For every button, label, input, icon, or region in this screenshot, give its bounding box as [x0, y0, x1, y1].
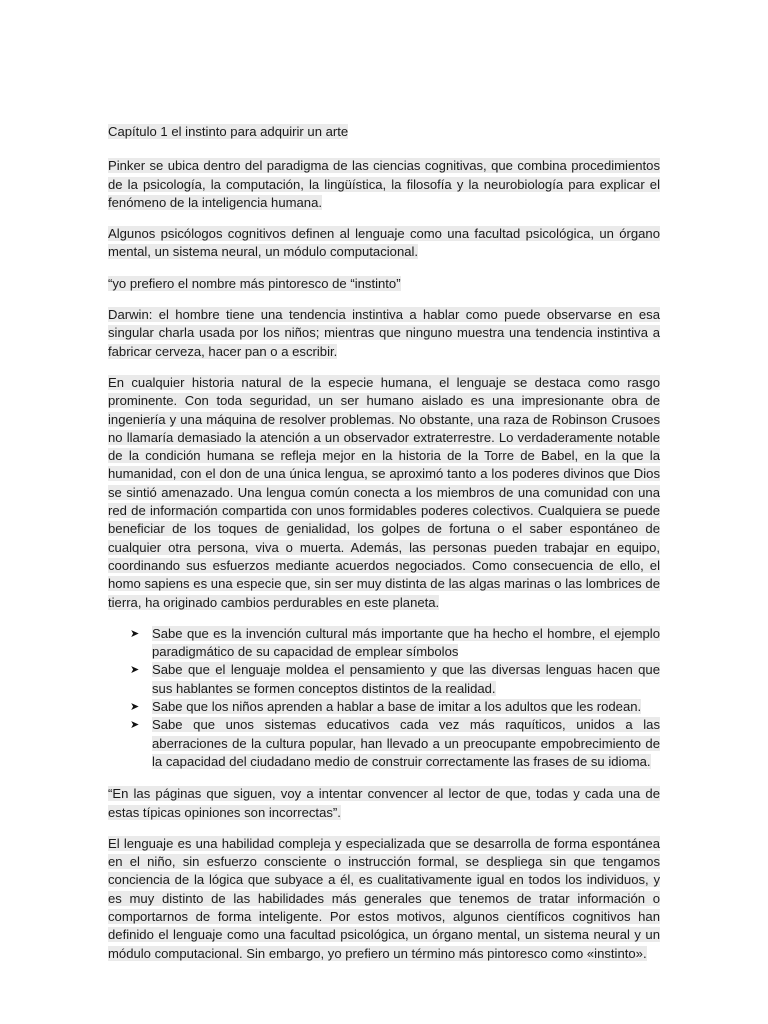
paragraph-pages-follow: “En las páginas que siguen, voy a intentar convencer al lector de que, todas y cada una de estas típicas opiniones son incorrectas”. — [108, 786, 660, 820]
arrow-bullet-icon: ➤ — [130, 719, 140, 732]
list-item: ➤ Sabe que es la invención cultural más importante que ha hecho el hombre, el ejemplo paradigmático de su capacidad de emplear símbolos — [130, 625, 660, 660]
paragraph-cognitive: Algunos psicólogos cognitivos definen al lenguaje como una facultad psicológica, un órgano mental, un sistema neural, un módulo computacional. — [108, 226, 660, 260]
list-item: ➤ Sabe que el lenguaje moldea el pensamiento y que las diversas lenguas hacen que sus hablantes se formen conceptos distintos de la realidad. — [130, 662, 660, 696]
bullet-list — [108, 625, 660, 771]
paragraph-natural-history: En cualquier historia natural de la especie humana, el lenguaje se destaca como rasgo prominente. Con toda seguridad, un ser humano aislado es una impresionante obra de ingeniería y una máquina de resolver problemas. No obstante, una raza de Robinson Crusoes no llamaría demasiado la atención a un observador extraterrestre. Lo verdaderamente notable de la condición humana se refleja mejor en la historia de la Torre de Babel, en la que la humanidad, con el don de una única lengua, se aproximó tanto a los poderes divinos que Dios se sintió amenazado. Una lengua común conecta a los miembros de una comunidad con una red de información compartida con unos formidables poderes colectivos. Cualquiera se puede beneficiar de los toques de genialidad, los golpes de fortuna o el saber espontáneo de cualquier otra persona, viva o muerta. Además, las personas pueden trabajar en equipo, coordinando sus esfuerzos mediante acuerdos negociados. Como consecuencia de ello, el homo sapiens es una especie que, sin ser muy distinta de las algas marinas o las lombrices de tierra, ha originado cambios perdurables en este planeta. — [108, 374, 660, 610]
list-item: ➤ Sabe que unos sistemas educativos cada vez más raquíticos, unidos a las aberraciones de la cultura popular, han llevado a un preocupante empobrecimiento de la capacidad del ciudadano medio de construir correctamente las frases de su idioma. — [130, 717, 660, 769]
paragraph-paradigm: Pinker se ubica dentro del paradigma de las ciencias cognitivas, que combina procedimientos de la psicología, la computación, la lingüística, la filosofía y la neurobiología para explicar el fenómeno de la inteligencia humana. — [108, 158, 660, 210]
arrow-bullet-icon: ➤ — [130, 701, 140, 714]
arrow-bullet-icon: ➤ — [130, 664, 140, 677]
paragraph-language-skill: El lenguaje es una habilidad compleja y especializada que se desarrolla de forma espontánea en el niño, sin esfuerzo consciente o instrucción formal, se despliega sin que tengamos conciencia de la lógica que subyace a él, es cualitativamente igual en todos los individuos, y es muy distinto de las habilidades más generales que tenemos de tratar información o comportarnos de forma inteligente. Por estos motivos, algunos científicos cognitivos han definido el lenguaje como una facultad psicológica, un órgano mental, un sistema neural y un módulo computacional. Sin embargo, yo prefiero un término más pintoresco como «instinto». — [108, 835, 660, 961]
chapter-title: Capítulo 1 el instinto para adquirir un arte — [108, 124, 349, 139]
arrow-bullet-icon: ➤ — [130, 627, 140, 640]
paragraph-quote-instinct: “yo prefiero el nombre más pintoresco de “instinto” — [108, 275, 401, 291]
paragraph-darwin: Darwin: el hombre tiene una tendencia instintiva a hablar como puede observarse en esa singular charla usada por los niños; mientras que ninguno muestra una tendencia instintiva a fabricar cerveza, hacer pan o a escribir. — [108, 307, 660, 359]
list-item: ➤ Sabe que los niños aprenden a hablar a base de imitar a los adultos que les rodean. — [108, 698, 660, 716]
